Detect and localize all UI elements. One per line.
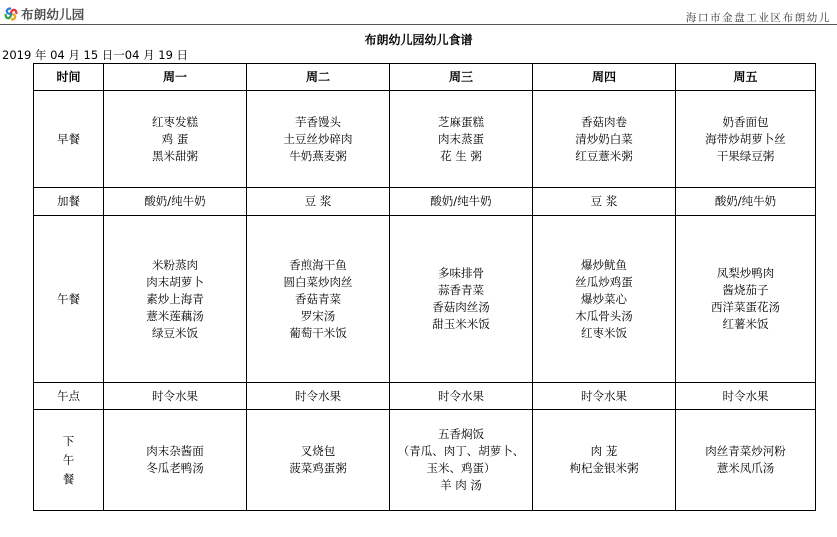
date-range: 2019 年 04 月 15 日一04 月 19 日 [2,48,189,62]
dish: 干果绿豆粥 [716,148,775,163]
menu-cell [247,410,390,511]
dish: 西洋菜蛋花汤 [711,300,780,314]
menu-cell [533,216,676,383]
dish: 冬瓜老鸭汤 [146,461,204,475]
dish: 酱烧茄子 [722,283,769,297]
dish: 肉丝青菜炒河粉 [705,444,786,458]
dish: 枸杞金银米粥 [569,461,639,475]
dish: 圆白菜炒肉丝 [283,274,353,289]
menu-cell [390,383,533,410]
dish: 芋香馒头 [295,114,341,129]
column-header-time: 时间 [34,64,104,91]
menu-cell [390,188,533,216]
dish: 蒜香青菜 [438,283,484,297]
menu-table [33,63,816,511]
row-label-snack: 加餐 [34,188,104,216]
dish: 肉末胡萝卜 [146,274,204,289]
menu-cell [247,216,390,383]
table-row-lunch [34,216,816,383]
menu-cell [104,410,247,511]
page-title: 布朗幼儿园幼儿食谱 [364,33,473,47]
menu-cell [104,91,247,188]
row-label-breakfast: 早餐 [34,91,104,188]
dish: 酸奶/纯牛奶 [430,194,492,208]
dish: 薏米莲藕汤 [146,308,204,323]
row-label-afternoon-snack: 午点 [34,383,104,410]
menu-cell [676,383,816,410]
menu-cell [247,188,390,216]
dish: 鸡 蛋 [161,131,189,146]
column-header-wednesday: 周三 [390,64,533,91]
menu-cell [533,383,676,410]
dish: 罗宋汤 [300,308,336,323]
dish: 芝麻蛋糕 [438,114,484,129]
dish: 香菇肉丝汤 [432,300,490,314]
dish: 多味排骨 [438,266,484,280]
column-header-monday: 周一 [104,64,247,91]
dish: 爆炒菜心 [581,291,627,306]
dish: 素炒上海青 [146,291,204,306]
dish: 肉末蒸蛋 [438,131,484,146]
menu-cell [533,91,676,188]
dish: 玉米、鸡蛋） [426,461,496,475]
logo-text: 布朗幼儿园 [21,7,85,22]
dish: 叉烧包 [300,444,336,458]
dish: 肉 茏 [590,444,618,458]
dish: 黑米甜粥 [152,148,198,163]
dish: 香煎海干鱼 [289,257,347,272]
menu-cell [676,216,816,383]
dish: 米粉蒸肉 [152,257,198,272]
dish: 绿豆米饭 [152,325,198,340]
dish: 丝瓜炒鸡蛋 [575,274,633,289]
menu-cell [533,188,676,216]
row-label-afternoon-meal [34,410,104,511]
dish: 时令水果 [152,388,198,403]
dish: 豆 浆 [590,194,618,208]
dish: 酸奶/纯牛奶 [714,194,777,208]
menu-cell [390,410,533,511]
menu-cell [104,383,247,410]
row-label-char: 餐 [62,471,75,486]
dish: 甜玉米米饭 [432,317,490,331]
dish: 菠菜鸡蛋粥 [289,461,347,475]
menu-cell [676,91,816,188]
dish: 凤梨炒鸭肉 [716,266,775,280]
dish: 羊 肉 汤 [440,478,482,492]
dish: 香菇肉卷 [581,114,627,129]
column-header-tuesday: 周二 [247,64,390,91]
dish: 清炒奶白菜 [575,131,633,146]
dish: 海带炒胡萝卜丝 [705,131,786,146]
dish: 红枣米饭 [581,325,627,340]
dish: 奶香面包 [722,114,769,129]
dish: 土豆丝炒碎肉 [283,131,353,146]
row-label-lunch: 午餐 [34,216,104,383]
dish: 五香焖饭 [438,427,484,441]
menu-cell [390,216,533,383]
dish: 花 生 粥 [440,148,482,163]
row-label-char: 午 [62,452,75,467]
swirl-logo-icon [2,5,20,23]
table-row-breakfast [34,91,816,188]
column-header-friday: 周五 [676,64,816,91]
dish: 牛奶燕麦粥 [289,148,347,163]
dish: 红豆薏米粥 [575,148,633,163]
table-header-row [34,64,816,91]
dish: 薏米凤爪汤 [716,461,775,475]
dish: 香菇青菜 [295,291,341,306]
menu-cell [104,216,247,383]
dish: 时令水果 [581,388,627,403]
dish: 红枣发糕 [152,114,198,129]
dish: 红薯米饭 [722,317,769,331]
header-divider [0,24,837,25]
dish: 爆炒鱿鱼 [581,257,627,272]
dish: 时令水果 [295,388,341,403]
menu-cell [390,91,533,188]
menu-cell [533,410,676,511]
table-row-snack [34,188,816,216]
dish: 时令水果 [722,388,769,403]
dish: 豆 浆 [304,194,332,208]
column-header-thursday: 周四 [533,64,676,91]
menu-cell [676,410,816,511]
header-address: 海口市金盘工业区布朗幼儿 [685,12,831,24]
dish: 葡萄干米饭 [289,325,347,340]
menu-cell [104,188,247,216]
row-label-char: 下 [62,433,75,448]
logo [2,4,85,24]
table-row-afternoon-snack [34,383,816,410]
dish: 时令水果 [438,388,484,403]
menu-cell [247,383,390,410]
dish: 木瓜骨头汤 [575,308,633,323]
dish: （青瓜、肉丁、胡萝卜、 [397,444,525,458]
table-row-afternoon-meal [34,410,816,511]
menu-cell [676,188,816,216]
dish: 酸奶/纯牛奶 [144,194,206,208]
dish: 肉末杂酱面 [146,444,204,458]
menu-cell [247,91,390,188]
